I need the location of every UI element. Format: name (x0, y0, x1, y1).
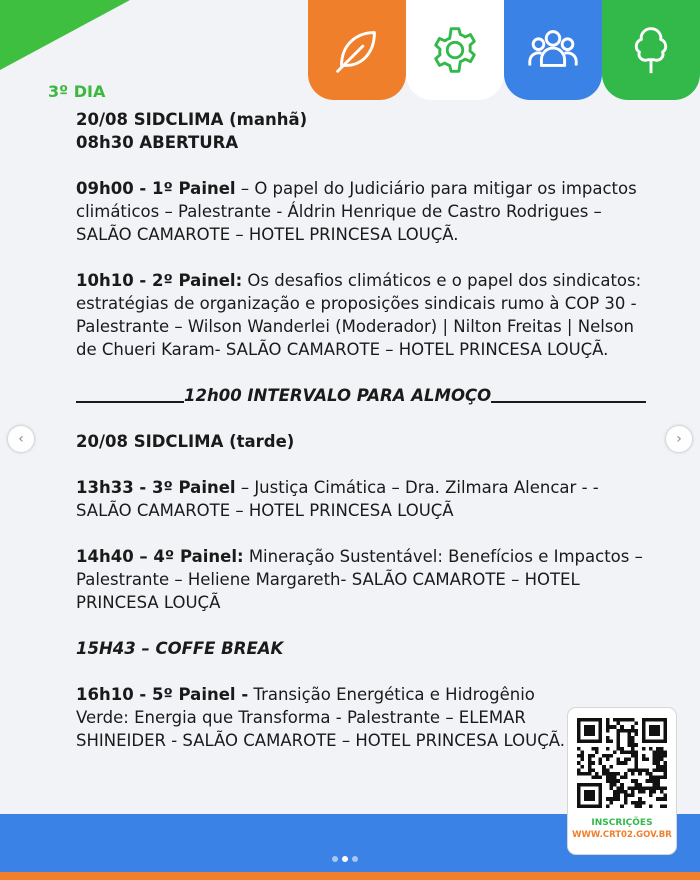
panel-5 (76, 683, 566, 752)
leaf-icon (328, 21, 386, 79)
panel-5-time: 16h10 - 5º Painel - (76, 685, 249, 704)
people-tile (504, 0, 602, 100)
qr-url: WWW.CRT02.GOV.BR (572, 830, 672, 840)
panel-3 (76, 476, 646, 522)
morning-title: 20/08 SIDCLIMA (manhã) (76, 110, 308, 129)
qr-code (577, 718, 667, 808)
gear-icon (426, 21, 484, 79)
corner-decoration (0, 0, 130, 70)
tree-icon (622, 21, 680, 79)
panel-4-text: Mineração Sustentável: Benefícios e Impactos – Palestrante – Heliene Margareth- SALÃO CAMAROTE – HOTEL PRINCESA LOUÇÃ (76, 547, 643, 612)
carousel-prev-button[interactable] (8, 426, 34, 452)
panel-1-time: 09h00 - 1º Painel (76, 179, 236, 198)
qr-card (568, 708, 676, 854)
tree-tile (602, 0, 700, 100)
people-icon (524, 21, 582, 79)
header-icon-tiles (308, 0, 700, 100)
morning-section (76, 108, 646, 154)
opening-line: 08h30 ABERTURA (76, 133, 239, 152)
carousel-dot[interactable] (342, 856, 348, 862)
afternoon-title: 20/08 SIDCLIMA (tarde) (76, 432, 295, 451)
chevron-left-icon: ‹ (18, 431, 24, 447)
panel-3-text: – Justiça Cimática – Dra. Zilmara Alencar - - SALÃO CAMAROTE – HOTEL PRINCESA LOUÇÃ (76, 478, 599, 520)
panel-1-text: – O papel do Judiciário para mitigar os impactos climáticos – Palestrante - Áldrin Henrique de Castro Rodrigues – SALÃO CAMAROTE – HOTEL PRINCESA LOUÇÃ. (76, 179, 637, 244)
carousel-next-button[interactable] (666, 426, 692, 452)
panel-4 (76, 545, 646, 614)
carousel-dot[interactable] (332, 856, 338, 862)
panel-4-time: 14h40 – 4º Painel: (76, 547, 244, 566)
panel-2-time: 10h10 - 2º Painel: (76, 271, 243, 290)
panel-2 (76, 269, 646, 361)
divider-line-right (491, 401, 646, 403)
panel-5-text: Transição Energética e Hidrogênio Verde: Energia que Transforma - Palestrante – ELEMAR SHINEIDER - SALÃO CAMAROTE – HOTEL PRINCESA LOUÇÃ. (76, 685, 565, 750)
schedule-content (76, 108, 646, 775)
divider-line-left (76, 401, 184, 403)
panel-3-time: 13h33 - 3º Painel (76, 478, 236, 497)
day-label: 3º DIA (48, 82, 106, 101)
panel-1 (76, 177, 646, 246)
qr-title: INSCRIÇÕES (591, 818, 653, 828)
carousel-dots (332, 856, 358, 862)
footer-stripe (0, 872, 700, 880)
carousel-dot[interactable] (352, 856, 358, 862)
gear-tile (406, 0, 504, 100)
lunch-interval (76, 384, 646, 407)
panel-2-text: Os desafios climáticos e o papel dos sindicatos: estratégias de organização e proposições sindicais rumo à COP 30 - Palestrante – Wilson Wanderlei (Moderador) | Nilton Freitas | Nelson de Chueri Karam- SALÃO CAMAROTE – HOTEL PRINCESA LOUÇÃ. (76, 271, 642, 359)
coffee-break-text: 15H43 – COFFE BREAK (76, 639, 284, 658)
chevron-right-icon: › (676, 431, 682, 447)
coffee-break (76, 637, 646, 660)
leaf-tile (308, 0, 406, 100)
interval-text: 12h00 INTERVALO PARA ALMOÇO (184, 386, 492, 405)
afternoon-section (76, 430, 646, 453)
